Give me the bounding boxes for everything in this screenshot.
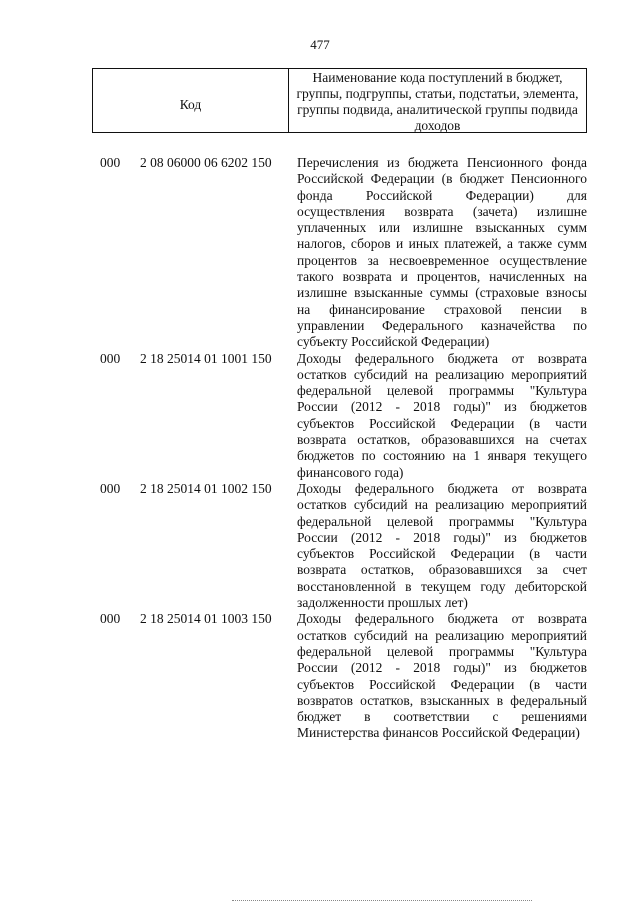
entry-income-code: 2 08 06000 06 6202 150 — [140, 155, 272, 170]
entry-admin-code: 000 — [100, 350, 121, 366]
entry-income-code: 2 18 25014 01 1003 150 — [140, 611, 272, 627]
entry-description: Перечисления из бюджета Пенсионного фонда Российской Федерации (в бюджет Пенсионного фонда Российской Федерации) для осуществления возврата (зачета) излишне уплаченных или излишне взысканных сумм налогов, сборов и иных платежей, а также сумм процентов за несвоевременное осуществление такого возврата и процентов, начисленных на излишне взысканные суммы (страховые взносы на финансирование страховой пенсии в управлении Федерального казначейства по субъекту Российской Федерации) — [297, 155, 587, 350]
entry-description: Доходы федерального бюджета от возврата остатков субсидий на реализацию мероприятий федеральной целевой программы "Культура России (2012 - 2018 годы)" из бюджетов субъектов Российской Федерации (в части возврата остатков, образовавшихся за счет восстановленной в текущем году дебиторской задолженности прошлых лет) — [297, 480, 587, 611]
entry-description: Доходы федерального бюджета от возврата остатков субсидий на реализацию мероприятий федеральной целевой программы "Культура России (2012 - 2018 годы)" из бюджетов субъектов Российской Федерации (в части возвратов остатков, взысканных в федеральный бюджет в соответствии с решениями Министерства финансов Российской Федерации) — [297, 611, 587, 741]
entry-income-code: 2 18 25014 01 1001 150 — [140, 350, 272, 366]
page-number: 477 — [310, 37, 330, 52]
entry-admin-code: 000 — [100, 611, 121, 627]
list-item — [0, 611, 640, 741]
entry-income-code: 2 18 25014 01 1002 150 — [140, 480, 272, 496]
entry-admin-code: 000 — [100, 480, 121, 496]
list-item — [0, 481, 640, 611]
table-header — [92, 68, 587, 133]
list-item — [0, 155, 640, 351]
header-name-column: Наименование кода поступлений в бюджет, группы, подгруппы, статьи, подстатьи, элемента, группы подвида, аналитической группы подвида доходов — [296, 70, 579, 133]
header-code-column: Код — [93, 69, 289, 132]
entries-list — [0, 155, 640, 742]
entry-description: Доходы федерального бюджета от возврата остатков субсидий на реализацию мероприятий федеральной целевой программы "Культура России (2012 - 2018 годы)" из бюджетов субъектов Российской Федерации (в части возврата остатков, образовавшихся на счетах бюджетов по состоянию на 1 января текущего финансового года) — [297, 350, 587, 480]
entry-admin-code: 000 — [100, 155, 121, 170]
scan-edge-line — [232, 900, 532, 903]
list-item — [0, 351, 640, 481]
